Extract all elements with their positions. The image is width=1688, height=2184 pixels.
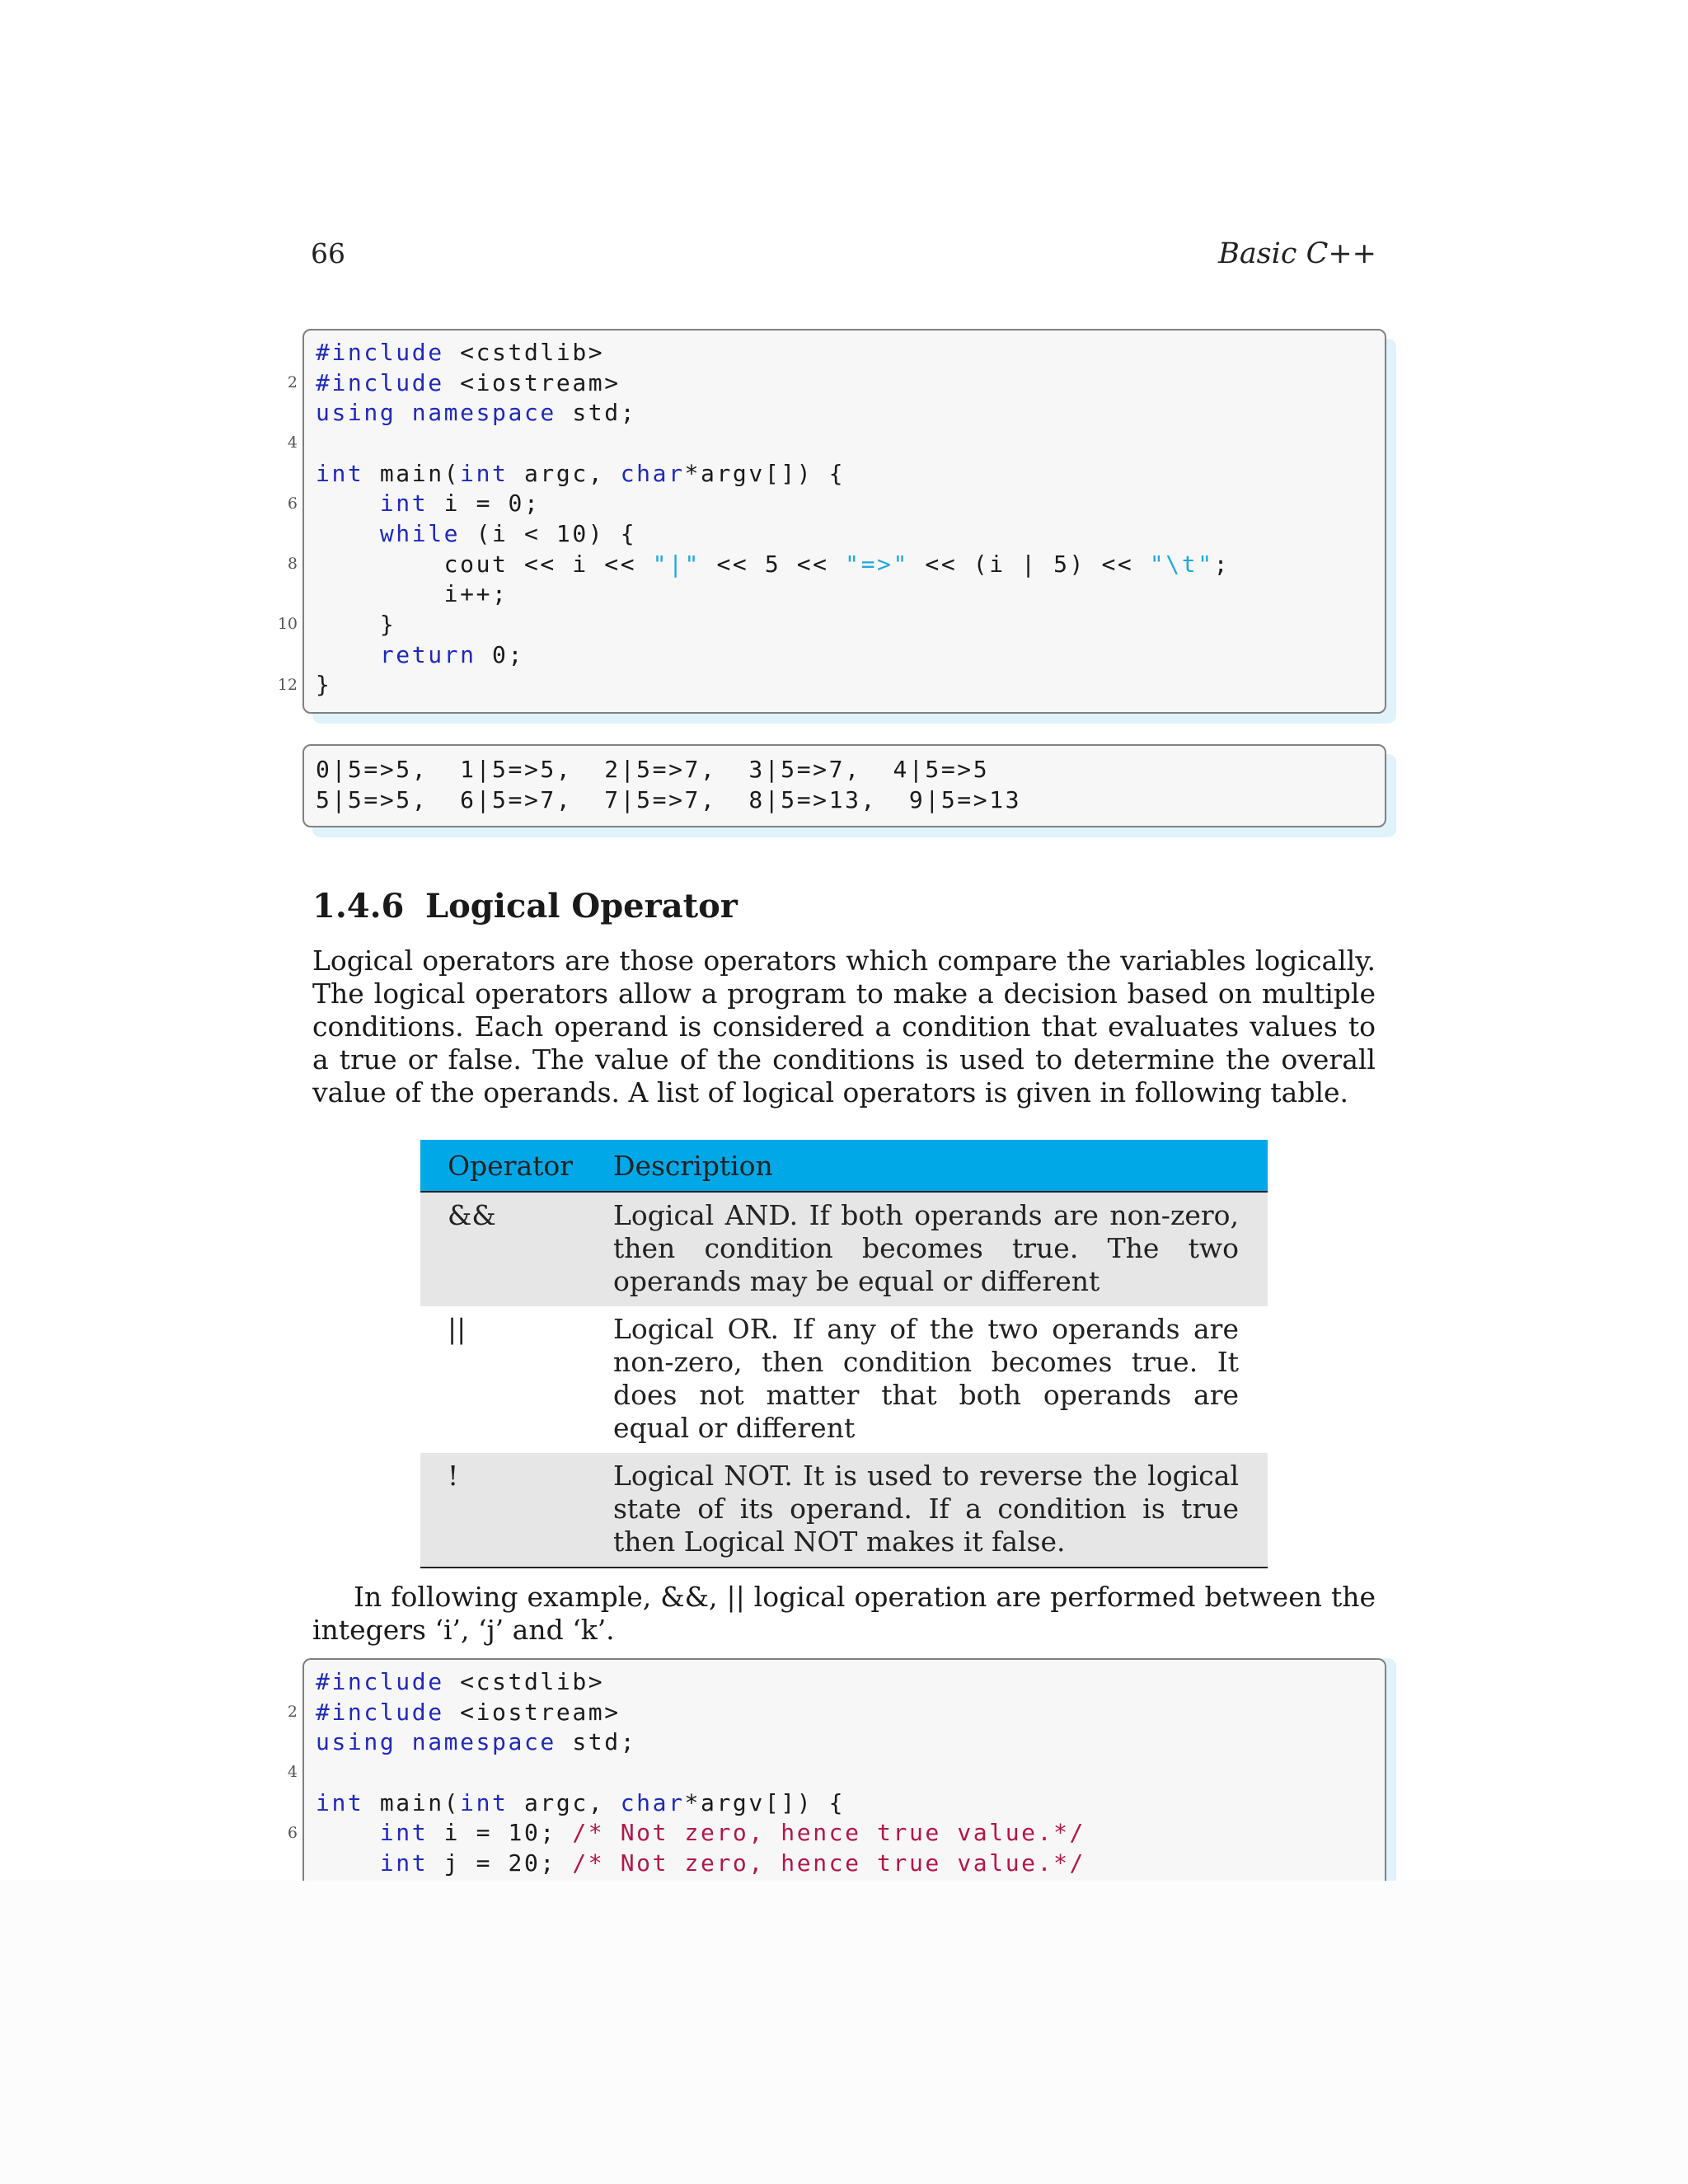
code-keyword: #include bbox=[316, 1668, 444, 1695]
code-keyword: int bbox=[379, 1819, 429, 1846]
code-keyword: int bbox=[316, 460, 364, 487]
code-line bbox=[316, 579, 509, 609]
code-block-2 bbox=[302, 1658, 1386, 1881]
code-line bbox=[316, 609, 396, 640]
code-text: *argv[]) { bbox=[684, 460, 846, 487]
line-number: 2 bbox=[287, 1703, 298, 1721]
code-line bbox=[316, 669, 331, 700]
line-number: 12 bbox=[277, 676, 298, 694]
code-string: "|" bbox=[652, 551, 701, 578]
code-line bbox=[316, 549, 1230, 579]
table-bottom-rule bbox=[420, 1567, 1268, 1568]
code-keyword: return bbox=[379, 641, 476, 668]
line-number: 6 bbox=[287, 1824, 298, 1842]
code-text: } bbox=[316, 671, 332, 698]
code-line bbox=[316, 488, 540, 518]
line-number: 2 bbox=[287, 373, 298, 391]
code-text: argc, bbox=[508, 460, 621, 487]
table-row bbox=[420, 1453, 1268, 1567]
code-text: << 5 << bbox=[700, 551, 846, 578]
example-paragraph: In following example, &&, || logical operation are performed between the integers ‘i’, ‘j’ and ‘k’. bbox=[312, 1581, 1376, 1646]
code-line bbox=[316, 1817, 1085, 1848]
description-cell: Logical NOT. It is used to reverse the logical state of its operand. If a condition is true then Logical NOT makes it false. bbox=[613, 1460, 1239, 1558]
code-keyword: using namespace bbox=[316, 399, 556, 426]
code-text: cout << i << bbox=[316, 551, 653, 578]
code-keyword: int bbox=[316, 1789, 364, 1816]
code-string: "\t" bbox=[1149, 551, 1214, 578]
code-string: "=>" bbox=[845, 551, 909, 578]
code-line bbox=[316, 640, 524, 670]
header-operator: Operator bbox=[448, 1150, 574, 1182]
table-row bbox=[420, 1306, 1268, 1453]
code-text bbox=[316, 1849, 380, 1877]
code-text: <iostream> bbox=[443, 1699, 621, 1726]
line-number: 4 bbox=[287, 434, 298, 452]
code-keyword: using namespace bbox=[316, 1728, 556, 1755]
code-text: i = 10; bbox=[428, 1819, 573, 1846]
code-line bbox=[316, 1697, 621, 1727]
code-keyword: while bbox=[379, 520, 461, 547]
line-number: 6 bbox=[287, 494, 298, 513]
code-text bbox=[316, 490, 380, 517]
section-heading bbox=[312, 887, 738, 926]
line-number: 8 bbox=[287, 555, 298, 573]
code-text: std; bbox=[556, 399, 637, 426]
description-cell: Logical OR. If any of the two operands are non-zero, then condition becomes true. It does not matter that both operands are equal or different bbox=[613, 1313, 1239, 1444]
intro-paragraph: Logical operators are those operators which compare the variables logically. The logical operators allow a program to make a decision based on multiple conditions. Each operand is considered a condition that evaluates values to a true or false. The value of the conditions is used to determine the overall value of the operands. A list of logical operators is given in following table. bbox=[312, 944, 1376, 1108]
code-keyword: char bbox=[620, 1789, 685, 1816]
code-text: <cstdlib> bbox=[443, 339, 605, 366]
code-block-1 bbox=[302, 329, 1386, 714]
code-text bbox=[316, 641, 380, 668]
operator-cell: && bbox=[448, 1199, 496, 1231]
code-text bbox=[316, 520, 380, 547]
code-text: << (i | 5) << bbox=[908, 551, 1150, 578]
code-line bbox=[316, 337, 604, 368]
output-block bbox=[302, 744, 1386, 827]
section-title: Logical Operator bbox=[425, 887, 738, 926]
description-cell: Logical AND. If both operands are non-zero, then condition becomes true. The two operands may be equal or different bbox=[613, 1199, 1239, 1297]
section-number: 1.4.6 bbox=[312, 887, 405, 926]
code-line bbox=[316, 1666, 604, 1697]
code-line bbox=[316, 368, 621, 398]
code-line bbox=[316, 1788, 845, 1818]
code-comment: /* Not zero, hence true value.*/ bbox=[572, 1849, 1085, 1877]
output-line: 5|5=>5, 6|5=>7, 7|5=>7, 8|5=>13, 9|5=>13 bbox=[316, 786, 1022, 813]
code-keyword: #include bbox=[316, 339, 444, 366]
code-keyword: int bbox=[460, 1789, 509, 1816]
code-text: std; bbox=[556, 1728, 637, 1755]
code-text: argc, bbox=[508, 1789, 621, 1816]
running-head: Basic C++ bbox=[1218, 237, 1376, 270]
code-text bbox=[316, 1819, 380, 1846]
code-keyword: #include bbox=[316, 1699, 444, 1726]
code-keyword: #include bbox=[316, 369, 444, 396]
header-description: Description bbox=[613, 1150, 773, 1182]
code-line bbox=[316, 1727, 636, 1757]
code-keyword: int bbox=[379, 1849, 429, 1877]
line-number: 10 bbox=[277, 615, 298, 633]
operator-table bbox=[420, 1140, 1268, 1568]
table-header bbox=[420, 1140, 1268, 1193]
code-comment: /* Not zero, hence true value.*/ bbox=[572, 1819, 1085, 1846]
code-text: j = 20; bbox=[428, 1849, 573, 1877]
code-line bbox=[316, 1848, 1085, 1878]
table-row bbox=[420, 1193, 1268, 1306]
code-keyword: int bbox=[379, 490, 429, 517]
code-keyword: char bbox=[620, 460, 685, 487]
line-number: 4 bbox=[287, 1763, 298, 1781]
code-text: i++; bbox=[316, 580, 509, 607]
code-text: <cstdlib> bbox=[443, 1668, 605, 1695]
code-text: <iostream> bbox=[443, 369, 621, 396]
operator-cell: || bbox=[448, 1313, 467, 1345]
page-number: 66 bbox=[311, 237, 345, 269]
code-line bbox=[316, 518, 636, 549]
code-line bbox=[316, 458, 845, 489]
output-line: 0|5=>5, 1|5=>5, 2|5=>7, 3|5=>7, 4|5=>5 bbox=[316, 756, 990, 783]
operator-cell: ! bbox=[448, 1460, 459, 1492]
code-text: i = 0; bbox=[428, 490, 541, 517]
code-text: (i < 10) { bbox=[460, 520, 637, 547]
code-text: 0; bbox=[476, 641, 524, 668]
code-text: main( bbox=[363, 1789, 461, 1816]
code-text: ; bbox=[1213, 551, 1231, 578]
code-keyword: int bbox=[460, 460, 509, 487]
page-bottom-blank bbox=[0, 1881, 1688, 2184]
code-text: } bbox=[316, 611, 396, 638]
code-line bbox=[316, 397, 636, 428]
code-text: *argv[]) { bbox=[684, 1789, 846, 1816]
code-text: main( bbox=[363, 460, 461, 487]
